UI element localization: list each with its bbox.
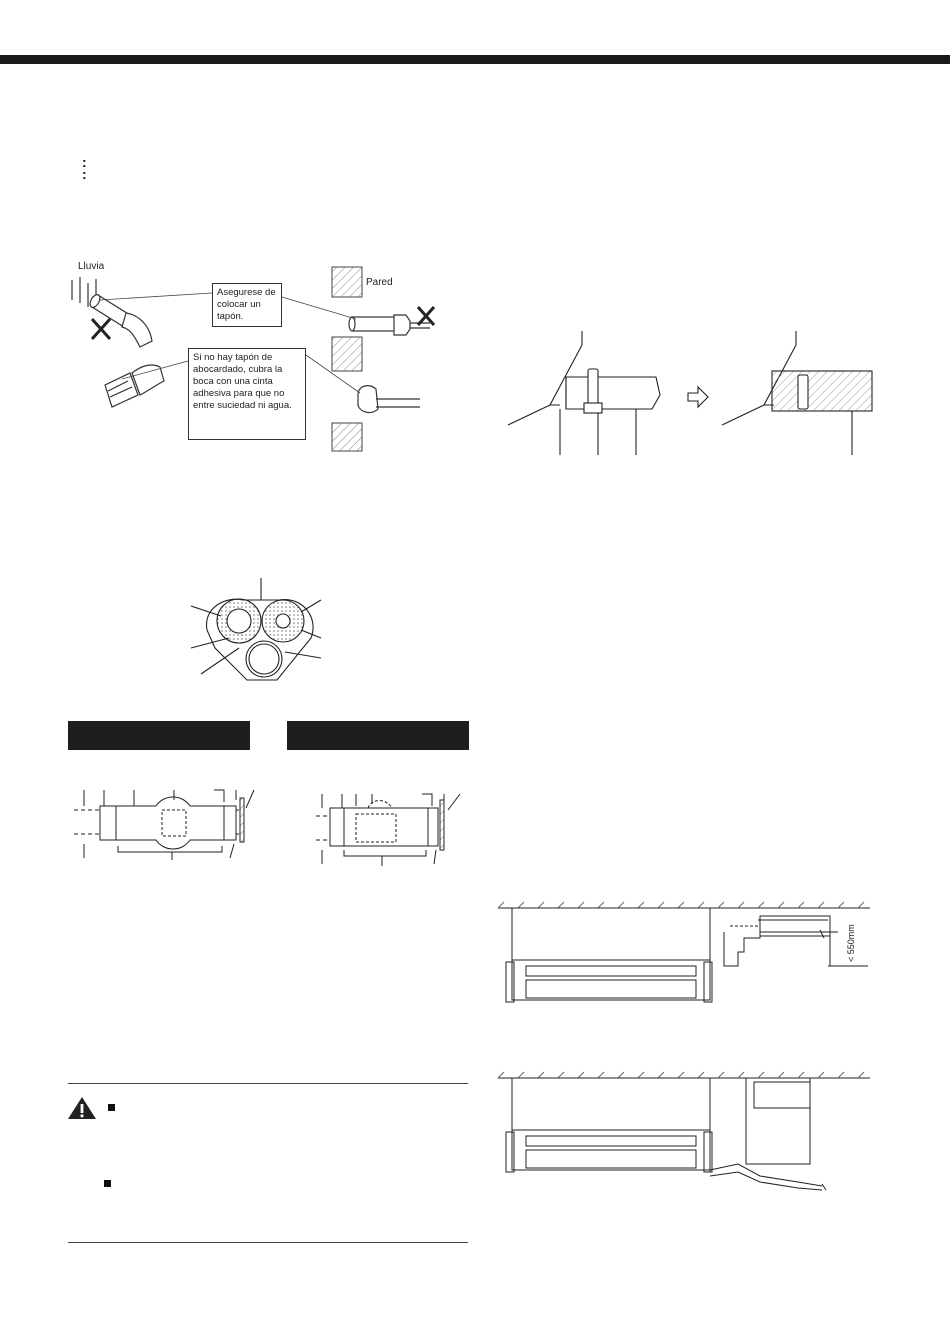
pipe-joint-right [316,794,466,874]
pipe-joint-left [74,788,264,868]
height-dimension-label: < 550mm [846,924,856,962]
pipe-bundle-cross-section [185,578,325,688]
bullet-marks: : : [82,154,87,182]
warning-top-rule [68,1083,468,1084]
wall-label: Pared [366,277,393,288]
cap-note: Asegurese de colocar un tapón. [212,283,282,327]
wall-sealing-figure [500,325,880,465]
pipe-protection-figure [60,255,440,455]
rain-label: Lluvia [78,261,105,272]
warning-bullet [104,1180,111,1187]
arrow-right-icon [688,387,708,407]
section-band-left [68,721,250,750]
warning-icon [68,1096,98,1120]
x-mark-icon [418,307,434,325]
section-band-right [287,721,469,750]
unit-duct-figure [498,1072,873,1202]
warning-bottom-rule [68,1242,468,1243]
unit-drain-pump-figure [498,902,873,1012]
warning-bullet [108,1104,115,1111]
x-mark-icon [92,319,110,339]
header-rule [0,55,950,64]
tape-note: Si no hay tapón de abocardado, cubra la boca con una cinta adhesiva para que no entre suciedad ni agua. [188,348,306,440]
